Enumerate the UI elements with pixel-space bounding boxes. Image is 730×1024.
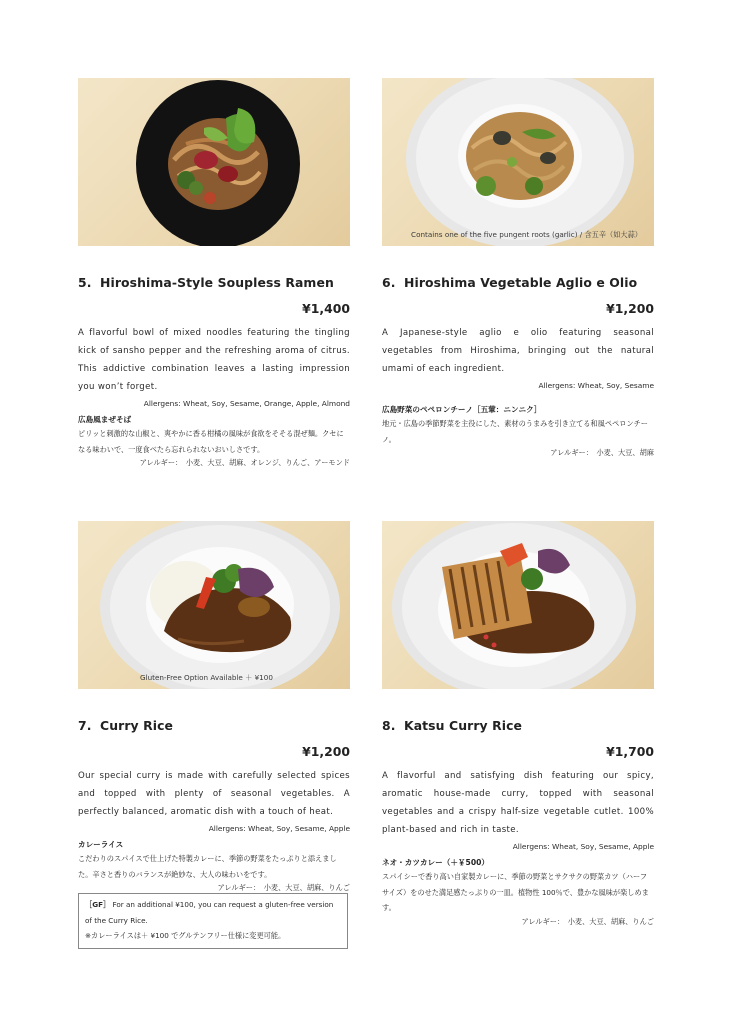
item-description-jp: ピリッと刺激的な山椒と、爽やかに香る柑橘の風味が食欲をそそる混ぜ麺。クセになる味わいで、一度食べたら忘れられないおいしさです。	[78, 429, 344, 454]
item-price: ¥1,700	[606, 744, 654, 759]
item-title	[382, 718, 654, 733]
dish-photo	[78, 78, 350, 246]
gluten-free-note	[78, 893, 348, 949]
allergens-jp: アレルギー： 小麦、大豆、胡麻、オレンジ、りんご、アーモンド	[139, 458, 350, 467]
dish-photo	[382, 78, 654, 246]
item-name: Hiroshima Vegetable Aglio e Olio	[404, 275, 638, 290]
item-name-jp: カレーライス	[78, 840, 124, 849]
dish-photo	[382, 521, 654, 689]
item-name: Curry Rice	[100, 718, 174, 733]
menu-item-5	[78, 78, 350, 468]
allergens-en: Allergens: Wheat, Soy, Sesame, Orange, Apple, Almond	[143, 399, 350, 408]
allergens-jp: アレルギー： 小麦、大豆、胡麻、りんご	[217, 883, 350, 892]
gf-note-en	[85, 897, 341, 928]
ramen-bowl-icon	[78, 78, 350, 246]
item-price: ¥1,200	[302, 744, 350, 759]
item-name-jp: 広島野菜のペペロンチーノ［五葷：ニンニク］	[382, 405, 542, 414]
item-description: Our special curry is made with carefully selected spices and topped with plenty of seasonal vegetables. A perfectly balanced, aromatic dish with a touch of heat.	[78, 771, 350, 817]
item-name: Hiroshima-Style Soupless Ramen	[100, 275, 334, 290]
item-price: ¥1,400	[302, 301, 350, 316]
gf-tag: ［GF］	[85, 900, 111, 909]
item-number: 6.	[382, 275, 396, 290]
item-description: A flavorful bowl of mixed noodles featuring the tingling kick of sansho pepper and the refreshing aroma of citrus. This addictive combination leaves a lasting impression you won’t forget.	[78, 328, 350, 392]
item-name: Katsu Curry Rice	[404, 718, 523, 733]
menu-item-8	[382, 521, 654, 927]
item-name-jp: 広島風まぜそば	[78, 415, 132, 424]
allergens-en: Allergens: Wheat, Soy, Sesame, Apple	[512, 842, 654, 851]
item-number: 5.	[78, 275, 92, 290]
gf-note-en-text: For an additional ¥100, you can request a gluten-free version of the Curry Rice.	[85, 900, 334, 925]
item-name-jp: ネオ・カツカレー（＋￥500）	[382, 858, 489, 867]
menu-item-7	[78, 521, 350, 893]
photo-caption: Contains one of the five pungent roots (garlic) / 含五辛（如大蒜）	[411, 230, 642, 239]
item-price: ¥1,200	[606, 301, 654, 316]
item-description: A flavorful and satisfying dish featuring our spicy, aromatic house-made curry, topped with seasonal vegetables and a crispy half-size vegetable cutlet. 100% plant-based and rich in taste.	[382, 771, 654, 835]
gf-note-jp: ※カレーライスは＋ ¥100 でグルテンフリー仕様に変更可能。	[85, 931, 286, 940]
item-title	[78, 718, 350, 733]
item-description-jp: 地元・広島の季節野菜を主役にした、素材のうまみを引き立てる和風ペペロンチーノ。	[382, 419, 648, 444]
allergens-jp: アレルギー： 小麦、大豆、胡麻	[550, 448, 654, 457]
item-description: A Japanese-style aglio e olio featuring seasonal vegetables from Hiroshima, bringing out the natural umami of each ingredient.	[382, 328, 654, 374]
item-title	[382, 275, 654, 290]
allergens-en: Allergens: Wheat, Soy, Sesame, Apple	[208, 824, 350, 833]
curry-plate-icon	[78, 521, 350, 689]
item-description-jp: スパイシーで香り高い自家製カレーに、季節の野菜とサクサクの野菜カツ（ハーフサイズ）をのせた満足感たっぷりの一皿。植物性 100％で、豊かな風味が楽しめます。	[382, 872, 649, 912]
allergens-en: Allergens: Wheat, Soy, Sesame	[538, 381, 654, 390]
allergens-jp: アレルギー： 小麦、大豆、胡麻、りんご	[521, 916, 654, 926]
menu-item-6	[382, 78, 654, 458]
dish-photo	[78, 521, 350, 689]
item-title	[78, 275, 350, 290]
photo-caption: Gluten-Free Option Available ＋ ¥100	[140, 673, 273, 682]
katsu-curry-plate-icon	[382, 521, 654, 689]
pasta-plate-icon	[382, 78, 654, 246]
item-number: 7.	[78, 718, 92, 733]
item-number: 8.	[382, 718, 396, 733]
item-description-jp: こだわりのスパイスで仕上げた特製カレーに、季節の野菜をたっぷりと添えました。辛さと香りのバランスが絶妙な、大人の味わいをです。	[78, 854, 337, 879]
